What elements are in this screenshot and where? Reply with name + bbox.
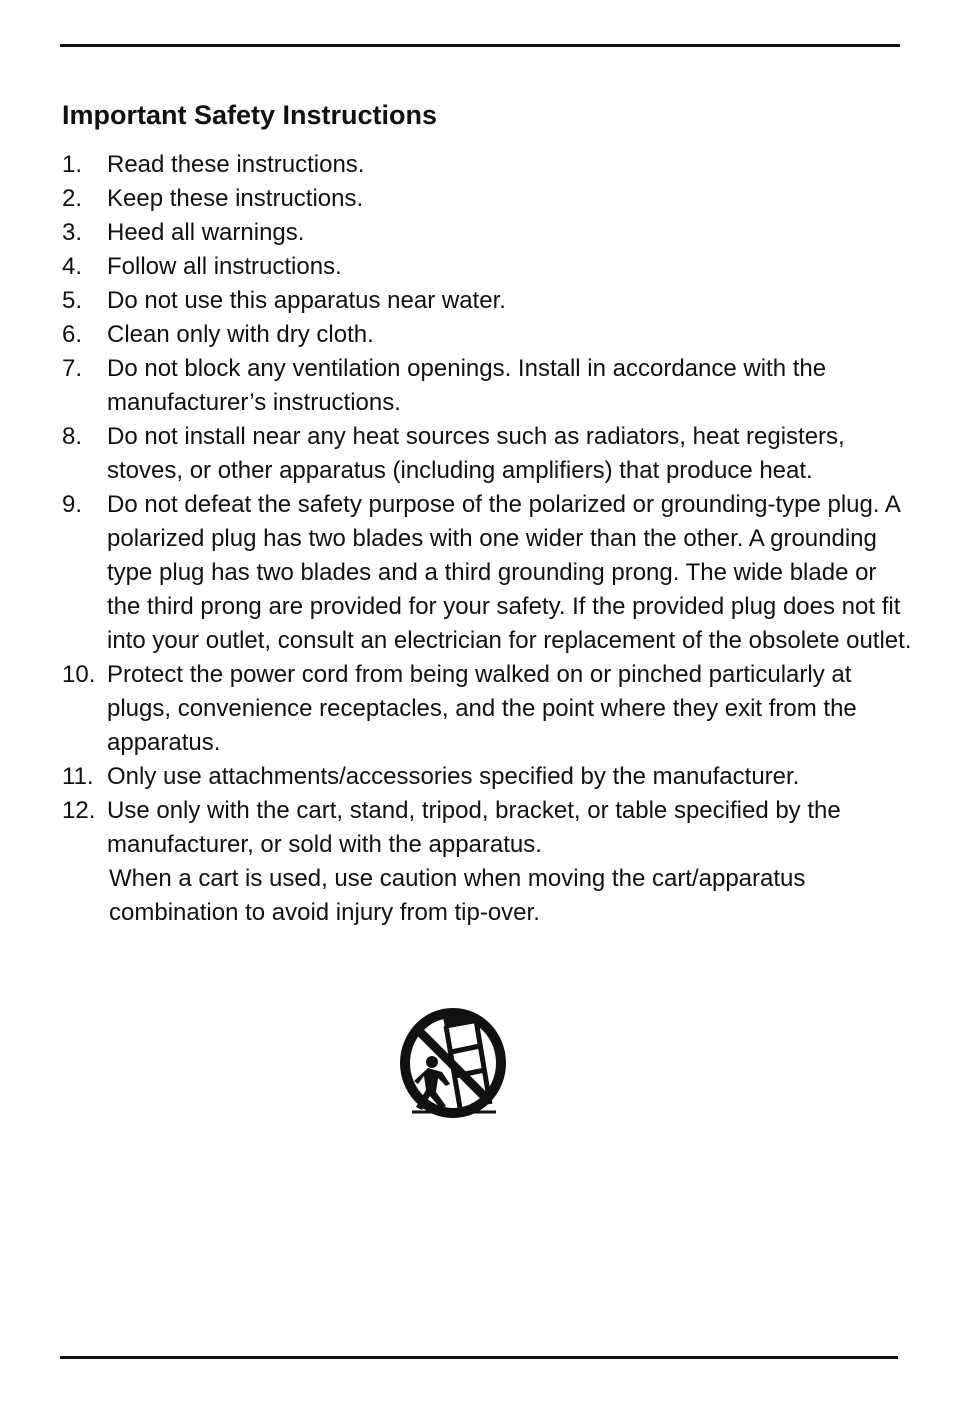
item-number: 8. xyxy=(62,423,83,450)
item-text: Read these instructions. xyxy=(107,151,365,178)
page-title: Important Safety Instructions xyxy=(62,100,438,130)
list-item xyxy=(62,488,912,658)
item-number: 12. xyxy=(62,797,96,824)
item-number: 1. xyxy=(62,151,83,178)
list-item xyxy=(62,284,912,318)
item-number: 2. xyxy=(62,185,83,212)
list-item xyxy=(62,420,912,488)
cart-tip-over-warning-icon xyxy=(398,1006,508,1122)
list-item xyxy=(62,318,912,352)
item-number: 9. xyxy=(62,491,83,518)
list-item xyxy=(62,352,912,420)
safety-instructions-list xyxy=(62,148,912,930)
item-note: When a cart is used, use caution when moving the cart/apparatus combination to avoid injury from tip-over. xyxy=(109,865,806,926)
list-item xyxy=(62,182,912,216)
item-number: 4. xyxy=(62,253,83,280)
list-item xyxy=(62,250,912,284)
item-text: Clean only with dry cloth. xyxy=(107,321,374,348)
item-text: Do not install near any heat sources such as radiators, heat registers, stoves, or other apparatus (including amplifiers) that produce heat. xyxy=(107,423,845,484)
item-text: Do not use this apparatus near water. xyxy=(107,287,506,314)
item-number: 5. xyxy=(62,287,83,314)
list-item xyxy=(62,760,912,794)
item-number: 7. xyxy=(62,355,83,382)
list-item xyxy=(62,658,912,760)
item-text: Only use attachments/accessories specified by the manufacturer. xyxy=(107,763,800,790)
item-number: 3. xyxy=(62,219,83,246)
list-item xyxy=(62,794,912,930)
top-rule xyxy=(60,44,900,47)
item-text: Heed all warnings. xyxy=(107,219,305,246)
bottom-rule xyxy=(60,1356,898,1359)
item-text: Protect the power cord from being walked on or pinched particularly at plugs, convenience receptacles, and the point where they exit from the apparatus. xyxy=(107,661,857,756)
item-number: 11. xyxy=(62,763,94,790)
item-text: Keep these instructions. xyxy=(107,185,364,212)
item-text: Do not defeat the safety purpose of the polarized or grounding-type plug. A polarized plug has two blades with one wider than the other. A grounding type plug has two blades and a third grounding prong. The wide blade or the third prong are provided for your safety. If the provided plug does not fit into your outlet, consult an electrician for replacement of the obsolete outlet. xyxy=(107,491,912,654)
list-item xyxy=(62,148,912,182)
item-text: Follow all instructions. xyxy=(107,253,342,280)
item-text: Use only with the cart, stand, tripod, bracket, or table specified by the manufacturer, or sold with the apparatus. xyxy=(107,797,841,858)
list-item xyxy=(62,216,912,250)
item-text: Do not block any ventilation openings. Install in accordance with the manufacturer’s instructions. xyxy=(107,355,827,416)
item-number: 10. xyxy=(62,661,96,688)
item-number: 6. xyxy=(62,321,83,348)
